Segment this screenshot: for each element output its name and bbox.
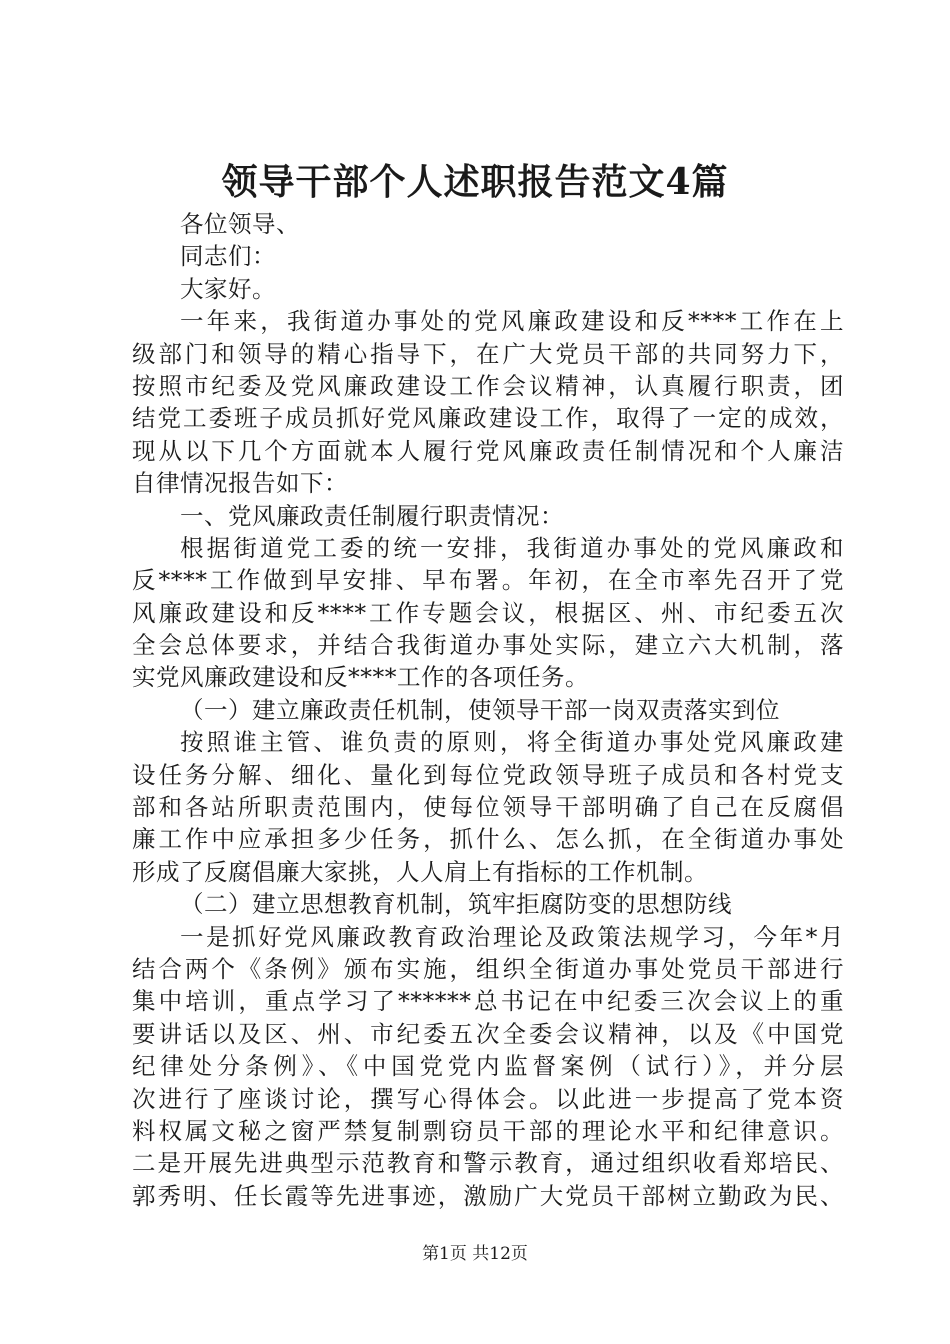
text-line: 按照谁主管、谁负责的原则，将全街道办事处党风廉政建	[180, 728, 844, 757]
text-line: 根据街道党工委的统一安排，我街道办事处的党风廉政和	[180, 533, 844, 562]
document-body	[132, 208, 844, 1212]
text-line: 郭秀明、任长霞等先进事迹，激励广大党员干部树立勤政为民、	[132, 1181, 844, 1210]
text-line: 次进行了座谈讨论，撰写心得体会。以此进一步提高了党本资	[132, 1084, 844, 1113]
text-line: 一、党风廉政责任制履行职责情况：	[180, 501, 564, 530]
document-title: 领导干部个人述职报告范文4篇	[221, 161, 729, 203]
text-line: 风廉政建设和反****工作专题会议，根据区、州、市纪委五次	[132, 598, 844, 627]
text-line: 结合两个《条例》颁布实施，组织全街道办事处党员干部进行	[132, 954, 844, 983]
text-line: 一年来，我街道办事处的党风廉政建设和反****工作在上	[180, 307, 844, 336]
text-line: 同志们：	[180, 242, 276, 271]
text-line: 反****工作做到早安排、早布署。年初，在全市率先召开了党	[132, 566, 844, 595]
page-footer: 第1页 共12页	[422, 1244, 528, 1264]
text-line: 大家好。	[180, 274, 276, 303]
text-line: （一）建立廉政责任机制，使领导干部一岗双责落实到位	[180, 695, 780, 724]
text-line: 各位领导、	[180, 210, 300, 238]
text-line: 二是开展先进典型示范教育和警示教育，通过组织收看郑培民、	[132, 1149, 844, 1178]
text-line: 结党工委班子成员抓好党风廉政建设工作，取得了一定的成效，	[132, 404, 844, 433]
text-line: 现从以下几个方面就本人履行党风廉政责任制情况和个人廉洁	[132, 436, 844, 465]
text-line: 全会总体要求，并结合我街道办事处实际，建立六大机制，落	[132, 631, 844, 660]
text-line: 集中培训，重点学习了******总书记在中纪委三次会议上的重	[132, 987, 844, 1016]
text-line: 廉工作中应承担多少任务，抓什么、怎么抓，在全街道办事处	[132, 825, 844, 854]
text-line: 料权属文秘之窗严禁复制剽窃员干部的理论水平和纪律意识。	[132, 1116, 844, 1145]
text-line: 部和各站所职责范围内，使每位领导干部明确了自己在反腐倡	[132, 793, 844, 822]
text-line: 纪律处分条例》、《中国党党内监督案例（试行）》，并分层	[132, 1052, 844, 1081]
text-line: 级部门和领导的精心指导下，在广大党员干部的共同努力下，	[132, 339, 844, 368]
text-line: （二）建立思想教育机制，筑牢拒腐防变的思想防线	[180, 890, 732, 919]
text-line: 实党风廉政建设和反****工作的各项任务。	[132, 663, 589, 692]
text-line: 设任务分解、细化、量化到每位党政领导班子成员和各村党支	[132, 760, 844, 789]
text-line: 要讲话以及区、州、市纪委五次全委会议精神，以及《中国党	[132, 1019, 844, 1048]
text-line: 按照市纪委及党风廉政建设工作会议精神，认真履行职责，团	[132, 371, 844, 400]
text-line: 自律情况报告如下：	[132, 469, 348, 498]
text-line: 一是抓好党风廉政教育政治理论及政策法规学习，今年*月	[180, 922, 844, 951]
text-line: 形成了反腐倡廉大家挑，人人肩上有指标的工作机制。	[132, 857, 708, 886]
